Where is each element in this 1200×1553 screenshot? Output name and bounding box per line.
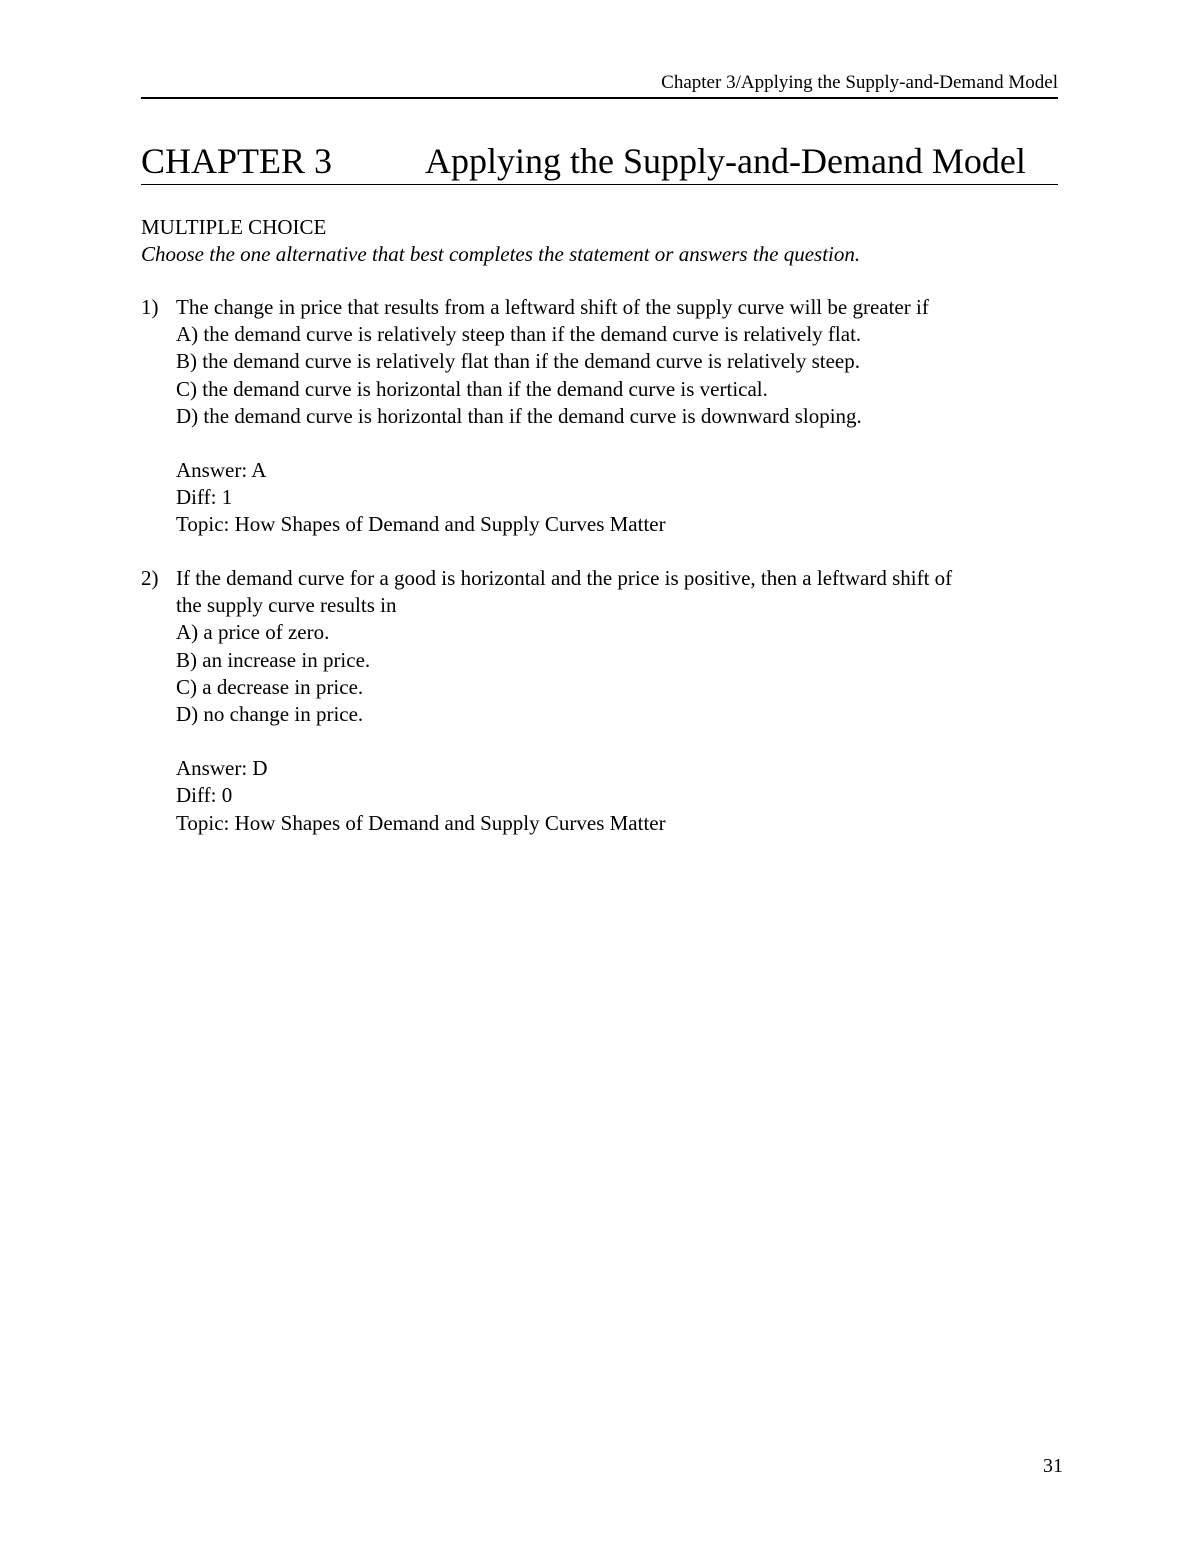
option-a: A) the demand curve is relatively steep than if the demand curve is relatively flat.: [176, 322, 862, 347]
section-intro: [141, 214, 1061, 268]
chapter-heading: [141, 140, 1058, 185]
page-number: 31: [1043, 1455, 1063, 1477]
option-d: D) the demand curve is horizontal than if the demand curve is downward sloping.: [176, 403, 862, 428]
option-b: B) an increase in price.: [176, 647, 371, 672]
difficulty: Diff: 0: [176, 783, 233, 808]
question-number: 1): [141, 295, 159, 319]
running-header: [141, 70, 1058, 99]
topic: Topic: How Shapes of Demand and Supply Curves Matter: [176, 512, 666, 537]
answer: Answer: A: [176, 458, 267, 483]
question-stem: If the demand curve for a good is horizontal and the price is positive, then a leftward shift of the supply curve results in: [176, 566, 953, 618]
section-label: MULTIPLE CHOICE: [141, 215, 327, 239]
option-c: C) a decrease in price.: [176, 674, 364, 699]
option-a: A) a price of zero.: [176, 620, 330, 645]
option-d: D) no change in price.: [176, 702, 364, 727]
answer: Answer: D: [176, 756, 268, 781]
question-stem: The change in price that results from a leftward shift of the supply curve will be greater if: [176, 295, 929, 319]
difficulty: Diff: 1: [176, 485, 233, 510]
section-instructions: Choose the one alternative that best completes the statement or answers the question.: [141, 242, 861, 266]
spacer: [176, 728, 1061, 755]
chapter-title: Applying the Supply-and-Demand Model: [425, 141, 1026, 181]
option-c: C) the demand curve is horizontal than if the demand curve is vertical.: [176, 376, 768, 401]
question-2: [141, 565, 1061, 837]
chapter-label: CHAPTER 3: [141, 141, 333, 181]
question-body: [176, 565, 1061, 837]
question-number: 2): [141, 566, 159, 590]
question-body: [176, 294, 1061, 539]
question-1: [141, 294, 1061, 539]
running-header-text: Chapter 3/Applying the Supply-and-Demand Model: [661, 72, 1058, 93]
option-b: B) the demand curve is relatively flat than if the demand curve is relatively steep.: [176, 349, 860, 374]
spacer: [176, 430, 1061, 457]
topic: Topic: How Shapes of Demand and Supply Curves Matter: [176, 810, 666, 835]
